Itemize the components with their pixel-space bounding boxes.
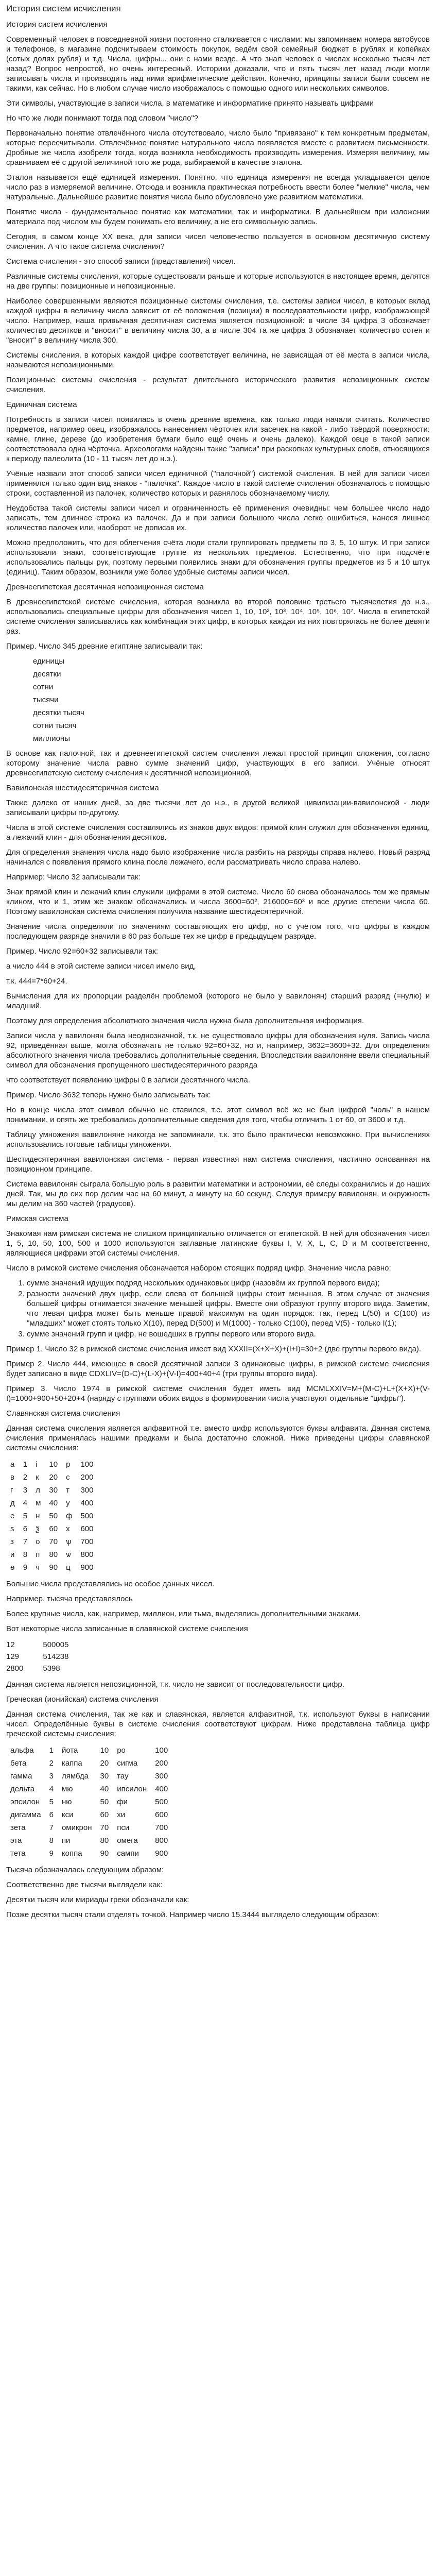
paragraph: Греческая (ионийская) система счисления xyxy=(6,1695,159,1704)
table-cell: ипсилон xyxy=(117,1785,147,1793)
paragraph: Древнеегипетская десятичная непозиционная система xyxy=(6,583,204,591)
list-item: десятки тысяч xyxy=(33,708,84,717)
list-item: тысячи xyxy=(33,696,59,704)
paragraph: Например: Число 32 записывали так: xyxy=(6,873,141,882)
paragraph: Но что же люди понимают тогда под словом "число"? xyxy=(6,114,199,123)
paragraph: Системы счисления, в которых каждой цифре соответствует величина, не зависящая от её места в записи числа, называются непозиционными. xyxy=(6,351,430,369)
table-cell: 514238 xyxy=(43,1652,69,1661)
section-roman-examples xyxy=(6,1344,430,1453)
table-cell: кси xyxy=(61,1810,74,1819)
paragraph: В основе как палочной, так и древнеегипетской систем счисления лежал простой принцип сложения, согласно которому значение числа равно сумме значений цифр, участвующих в его записи. Учёные относят древнеегипетскую систему счисления к десятичной непозиционной. xyxy=(6,749,430,777)
paragraph: Большие числа представлялись не особое данных чисел. xyxy=(6,1580,215,1588)
paragraph: Знак прямой клин и лежачий клин служили цифрами в этой системе. Число 60 снова обозначалось тем же прямым клином, что и 1, этим же знаком обозначались и числа 3600=60², 216000=60³ и все другие степени числа 60. Поэтому вавилонская система счисления получила название шестидесятеричной. xyxy=(6,888,430,916)
table-cell: 900 xyxy=(155,1849,168,1858)
roman-rules-list xyxy=(6,1278,430,1339)
table-cell: т xyxy=(66,1486,69,1495)
table-cell: 300 xyxy=(155,1772,168,1781)
paragraph: Вычисления для их пропорции разделён проблемой (которого не было у вавилонян) старший разряд (=нулю) и младший. xyxy=(6,992,430,1010)
table-cell: омега xyxy=(117,1836,138,1845)
table-cell: 30 xyxy=(49,1486,58,1495)
paragraph: Поэтому для определения абсолютного значения числа нужна была дополнительная информация. xyxy=(6,1016,364,1025)
table-cell: тау xyxy=(117,1772,129,1781)
paragraph: Соответственно две тысячи выглядели как: xyxy=(6,1880,163,1889)
table-row xyxy=(6,1744,172,1757)
table-cell: 2 xyxy=(23,1473,28,1482)
table-cell: 70 xyxy=(49,1537,58,1546)
paragraph: Пример. Число 3632 теперь нужно было записывать так: xyxy=(6,1091,211,1099)
table-cell: лямбда xyxy=(61,1772,89,1781)
paragraph: Римская система xyxy=(6,1214,68,1223)
list-item: сотни xyxy=(33,683,54,691)
table-cell: s xyxy=(10,1524,14,1533)
paragraph: Сегодня, в самом конце XX века, для записи чисел человечество пользуется в основном десятичную систему счисления. А что такое система счисления? xyxy=(6,232,430,251)
table-cell: 80 xyxy=(100,1836,109,1845)
table-cell: гамма xyxy=(10,1772,32,1781)
table-cell: 500005 xyxy=(43,1640,69,1649)
paragraph: Позже десятки тысяч стали отделять точкой. Например число 15.3444 выглядело следующим образом: xyxy=(6,1910,379,1919)
table-row xyxy=(6,1808,172,1821)
greek-digits-table xyxy=(6,1744,172,1860)
table-cell: 200 xyxy=(155,1759,168,1768)
table-cell: 800 xyxy=(155,1836,168,1845)
table-cell: 800 xyxy=(80,1550,94,1559)
table-cell: 2800 xyxy=(6,1664,24,1673)
table-cell: ц xyxy=(66,1563,71,1572)
paragraph: Эти символы, участвующие в записи числа, в математике и информатике принято называть цифрами xyxy=(6,99,374,108)
table-cell: ѱ xyxy=(66,1537,72,1546)
paragraph: что соответствует появлению цифры 0 в записи десятичного числа. xyxy=(6,1076,250,1084)
table-cell: 9 xyxy=(23,1563,28,1572)
paragraph: Шестидесятеричная вавилонская система - первая известная нам система счисления, частично основанная на позиционном принципе. xyxy=(6,1155,430,1174)
table-cell: х xyxy=(66,1524,70,1533)
paragraph: Записи числа у вавилонян была неоднозначной, т.к. не существовало цифры для обозначения нуля. Запись числа 92, приведённая выше, могла обозначать не только 92=60+32, но и, например, 3632=3600+32. Для определения абсолютного значения числа требовались дополнительные сведения. Впоследствии вавилоняне ввели специальный символ для обозначения пропущенного шестидесятеричного разряда xyxy=(6,1031,430,1070)
table-cell: 1 xyxy=(23,1460,28,1469)
table-cell: в xyxy=(10,1473,14,1482)
table-row xyxy=(6,1522,97,1535)
table-cell: сигма xyxy=(117,1759,138,1768)
table-cell: 7 xyxy=(49,1823,54,1832)
table-cell: 8 xyxy=(49,1836,54,1845)
paragraph: Числа в этой системе счисления составлялись из знаков двух видов: прямой клин служил для обозначения единиц, а лежачий клин - для обозначения десятков. xyxy=(6,823,430,842)
table-cell: и xyxy=(10,1550,15,1559)
table-cell: 50 xyxy=(100,1798,109,1806)
paragraph: Пример 2. Число 444, имеющее в своей десятичной записи 3 одинаковые цифры, в римской системе счисления будет записано в виде CDXLIV=(D-C)+(L-X)+(V-I)=400+40+4 (три группы второго вида). xyxy=(6,1360,430,1378)
paragraph: Учёные назвали этот способ записи чисел единичной ("палочной") системой счисления. В ней для записи чисел применялся только один вид знаков - "палочка". Каждое число в такой системе счисления обозначалось с помощью строки, составленной из палочек, количество которых и равнялось обозначаемому числу. xyxy=(6,469,430,498)
table-row xyxy=(6,1458,97,1471)
table-cell: 40 xyxy=(100,1785,109,1793)
section-slavic-big xyxy=(6,1579,430,1634)
table-row xyxy=(6,1639,74,1651)
table-cell: тета xyxy=(10,1849,26,1858)
table-cell: хи xyxy=(117,1810,126,1819)
paragraph: В древнеегипетской системе счисления, которая возникла во второй половине третьего тысячелетия до н.э., использовались специальные цифры для обозначения чисел 1, 10, 10², 10³, 10⁴, 10⁵, 10⁶, 10⁷. Числа в египетской системе счисления записывались как комбинации этих цифр, в которых каждая из них повторялась не более девяти раз. xyxy=(6,598,430,636)
table-row xyxy=(6,1757,172,1770)
table-row xyxy=(6,1471,97,1484)
table-cell: 10 xyxy=(100,1746,109,1755)
table-cell: 6 xyxy=(49,1810,54,1819)
paragraph: Система счисления - это способ записи (представления) чисел. xyxy=(6,257,236,266)
table-cell: бета xyxy=(10,1759,27,1768)
table-cell: 20 xyxy=(100,1759,109,1768)
paragraph: Славянская система счисления xyxy=(6,1409,120,1418)
paragraph: Различные системы счисления, которые существовали раньше и которые используются в настоящее время, делятся на две группы: позиционные и непозиционные. xyxy=(6,272,430,291)
paragraph: Потребность в записи чисел появилась в очень древние времена, как только люди начали считать. Количество предметов, например овец, изображалось нанесением чёрточек или засечек на какой - либо твёрдой поверхности: камне, глине, дереве (до изобретения бумаги было ещё очень и очень далеко). Каждой овце в такой записи соответствовала одна чёрточка. Археологами найдены такие "записи" при раскопках культурных слоёв, относящихся к периоду палеолита (10 - 11 тысяч лет до н.э.). xyxy=(6,415,430,463)
section-greek-thousands xyxy=(6,1865,430,1920)
table-row xyxy=(6,1484,97,1497)
table-cell: л xyxy=(36,1486,40,1495)
table-cell: 5 xyxy=(23,1512,28,1520)
paragraph: Пример 1. Число 32 в римской системе счисления имеет вид XXXII=(X+X+X)+(I+I)=30+2 (две группы первого вида). xyxy=(6,1345,422,1353)
table-row xyxy=(6,1783,172,1795)
table-cell: м xyxy=(36,1499,41,1507)
table-cell: дельта xyxy=(10,1785,35,1793)
paragraph: Более крупные числа, как, например, миллион, или тьма, выделялись дополнительными знаками. xyxy=(6,1609,361,1618)
table-cell: 600 xyxy=(155,1810,168,1819)
table-cell: з xyxy=(10,1537,14,1546)
table-cell: ѡ xyxy=(66,1550,71,1559)
table-cell: 90 xyxy=(49,1563,58,1572)
table-cell: 2 xyxy=(49,1759,54,1768)
table-cell: пси xyxy=(117,1823,130,1832)
slavic-examples-table xyxy=(6,1639,74,1674)
paragraph: Для определения значения числа надо было изображение числа разбить на разряды справа налево. Новый разряд начинался с появления прямого клина после лежачего, если рассматривать число справа налево. xyxy=(6,848,430,867)
table-cell: о xyxy=(36,1537,40,1546)
table-cell: 500 xyxy=(80,1512,94,1520)
table-cell: 400 xyxy=(80,1499,94,1507)
table-cell: ѳ xyxy=(10,1563,15,1572)
table-cell: зета xyxy=(10,1823,26,1832)
table-cell: н xyxy=(36,1512,40,1520)
paragraph: Первоначально понятие отвлечённого числа отсутствовало, число было "привязано" к тем конкретным предметам, которые пересчитывали. Отвлечённое понятие натурального числа появляется вместе с развитием письменности. Дробные же числа изобрели тогда, когда возникла необходимость производить измерения. Измеряя величину, мы сравниваем её с другой величиной того же рода, выбираемой в качестве эталона. xyxy=(6,129,430,167)
paragraph: Пример. Число 92=60+32 записывали так: xyxy=(6,947,159,956)
paragraph: Единичная система xyxy=(6,400,77,409)
paragraph: Наиболее совершенными являются позиционные системы счисления, т.е. системы записи чисел, в которых вклад каждой цифры в величину числа зависит от её положения (позиции) в последовательности цифр, изображающей число. Например, наша привычная десятичная система является позиционной: в числе 34 цифра 3 обозначает количество десятков и "вносит" в величину числа 30, а в числе 304 та же цифра 3 обозначает количество сотен и "вносит" в величину числа 300. xyxy=(6,297,430,345)
table-cell: к xyxy=(36,1473,39,1482)
table-cell: 700 xyxy=(155,1823,168,1832)
table-cell: омикрон xyxy=(61,1823,92,1832)
table-cell: 900 xyxy=(80,1563,94,1572)
paragraph: Эталон называется ещё единицей измерения. Понятно, что единица измерения не всегда укладывается целое число раз в измеряемой величине. Отсюда и возникла практическая потребность ввести более "мелкие" числа, чем натуральные. Дальнейшее развитие понятия числа было обусловлено уже развитием математики. xyxy=(6,173,430,201)
table-cell: ф xyxy=(66,1512,73,1520)
table-cell: 700 xyxy=(80,1537,94,1546)
table-cell: 30 xyxy=(100,1772,109,1781)
table-row xyxy=(6,1821,172,1834)
paragraph: а число 444 в этой системе записи чисел имело вид, xyxy=(6,962,196,971)
table-cell: альфа xyxy=(10,1746,34,1755)
table-cell: 60 xyxy=(100,1810,109,1819)
paragraph: Десятки тысяч или мириады греки обозначали как: xyxy=(6,1895,189,1904)
table-cell: ѯ xyxy=(36,1524,39,1533)
paragraph: Современный человек в повседневной жизни постоянно сталкивается с числами: мы запоминаем номера автобусов и телефонов, в магазине подсчитываем стоимость покупок, ведём свой семейный бюджет в рублях и копейках (сотых долях рубля) и т.д. Числа, цифры... они с нами везде. А что знал человек о числах несколько тысяч лет назад? Вопрос непростой, но очень интересный. Историки доказали, что и пять тысяч лет назад люди могли записывать числа и производить над ними арифметические действия. Конечно, принципы записи были совсем не такими, как сейчас. Но в любом случае число изображалось с помощью одного или нескольких символов. xyxy=(6,35,430,93)
list-item: сотни тысяч xyxy=(33,721,77,730)
list-item: 1. сумме значений идущих подряд нескольких одинаковых цифр (назовём их группой первого вида); xyxy=(27,1278,430,1288)
paragraph: Значение числа определяли по значениям составляющих его цифр, но с учётом того, что цифры в каждом последующем разряде значили в 60 раз больше тех же цифр в предыдущем разряде. xyxy=(6,922,430,941)
list-item: 2. разности значений двух цифр, если слева от большей цифры стоит меньшая. В этом случае от значения большей цифры отнимается значение меньшей цифры. Вместе они образуют группу второго вида. Заметим, что левая цифра может быть меньше правой максимум на один порядок: так, перед L(50) и С(100) из "младших" может стоять только X(10), перед D(500) и M(1000) - только C(100), перед V(5) - только I(1); xyxy=(27,1289,430,1328)
table-row xyxy=(6,1651,74,1663)
table-cell: 600 xyxy=(80,1524,94,1533)
table-cell: 8 xyxy=(23,1550,28,1559)
table-cell: 4 xyxy=(23,1499,28,1507)
table-row xyxy=(6,1510,97,1522)
table-cell: 50 xyxy=(49,1512,58,1520)
table-cell: фи xyxy=(117,1798,128,1806)
table-cell: 100 xyxy=(80,1460,94,1469)
table-row xyxy=(6,1834,172,1847)
table-cell: 20 xyxy=(49,1473,58,1482)
table-cell: п xyxy=(36,1550,40,1559)
list-item: десятки xyxy=(33,670,61,679)
table-row xyxy=(6,1847,172,1860)
table-cell: 1 xyxy=(49,1746,54,1755)
table-row xyxy=(6,1770,172,1783)
paragraph: Например, тысяча представлялось xyxy=(6,1595,133,1603)
paragraph: Также далеко от наших дней, за две тысячи лет до н.э., в другой великой цивилизации-вавилонской - люди записывали цифры по-другому. xyxy=(6,799,430,817)
table-cell: ч xyxy=(36,1563,40,1572)
table-row xyxy=(6,1497,97,1510)
table-cell: д xyxy=(10,1499,15,1507)
list-item: миллионы xyxy=(33,734,70,743)
paragraph: Можно предположить, что для облегчения счёта люди стали группировать предметы по 3, 5, 10 штук. И при записи использовали знаки, соответствующие группе из нескольких предметов. Естественно, что при подсчёте использовались пальцы рук, поэтому первыми появились знаки для обозначения группы предметов из 5 и 10 штук (единиц). Таким образом, возникли уже более удобные системы записи чисел. xyxy=(6,538,430,577)
paragraph: Вавилонская шестидесятеричная система xyxy=(6,784,159,792)
paragraph: Позиционные системы счисления - результат длительного исторического развития непозиционных систем счисления. xyxy=(6,376,430,394)
table-cell: 90 xyxy=(100,1849,109,1858)
table-cell: 100 xyxy=(155,1746,168,1755)
table-cell: 80 xyxy=(49,1550,58,1559)
table-cell: 10 xyxy=(49,1460,58,1469)
table-cell: 129 xyxy=(6,1652,20,1661)
section-greek xyxy=(6,1680,430,1739)
list-item: единицы xyxy=(33,657,65,666)
paragraph: Неудобства такой системы записи чисел и ограниченность её применения очевидны: чем большее число надо записать, тем длиннее строка из палочек. Да и при записи большого числа легко ошибиться, нанеся лишнее количество палочек или, наоборот, не дописав их. xyxy=(6,504,430,532)
page-title: История систем исчисления xyxy=(6,4,121,13)
table-cell: дигамма xyxy=(10,1810,41,1819)
table-cell: 7 xyxy=(23,1537,28,1546)
page-subtitle: История систем исчисления xyxy=(6,20,108,29)
paragraph: Но в конце числа этот символ обычно не ставился, т.е. этот символ всё же не был цифрой "ноль" в нашем понимании, и опять же требовались дополнительные сведения для того, чтобы отличить 1 от 60, от 3600 и т.д. xyxy=(6,1106,430,1124)
table-cell: 6 xyxy=(23,1524,28,1533)
table-cell: коппа xyxy=(61,1849,82,1858)
table-cell: 3 xyxy=(49,1772,54,1781)
table-cell: 500 xyxy=(155,1798,168,1806)
paragraph: Пример 3. Число 1974 в римской системе счисления будет иметь вид MCMLXXIV=M+(M-C)+L+(X+X)+(V-I)=1000+900+50+20+4 (наряду с группами обоих видов в формировании числа участвуют отдельные "цифры"). xyxy=(6,1384,430,1403)
table-cell: а xyxy=(10,1460,15,1469)
table-cell: сампи xyxy=(117,1849,139,1858)
table-cell: 300 xyxy=(80,1486,94,1495)
table-cell: ро xyxy=(117,1746,126,1755)
table-cell: 400 xyxy=(155,1785,168,1793)
table-cell: 60 xyxy=(49,1524,58,1533)
paragraph: Таблицу умножения вавилоняне никогда не запоминали, т.к. это было практически невозможно. При вычислениях использовались готовые таблицы умножения. xyxy=(6,1130,430,1149)
table-cell: мю xyxy=(61,1785,73,1793)
table-cell: 12 xyxy=(6,1640,15,1649)
paragraph: Число в римской системе счисления обозначается набором стоящих подряд цифр. Значение числа равно: xyxy=(6,1264,391,1273)
table-cell: каппа xyxy=(61,1759,82,1768)
table-cell: эпсилон xyxy=(10,1798,40,1806)
table-cell: у xyxy=(66,1499,70,1507)
paragraph: Знакомая нам римская система не слишком принципиально отличается от египетской. В ней для обозначения чисел 1, 5, 10, 50, 100, 500 и 1000 используются заглавные латинские буквы I, V, X, L, C, D и M соответственно, являющиеся цифрами этой системы счисления. xyxy=(6,1229,430,1258)
table-cell: 4 xyxy=(49,1785,54,1793)
table-cell: пи xyxy=(61,1836,71,1845)
section-intro xyxy=(6,35,430,651)
table-row xyxy=(6,1795,172,1808)
paragraph: Понятие числа - фундаментальное понятие как математики, так и информатики. В дальнейшем при изложении материала под числом мы будем понимать его величину, а не его символьную запись. xyxy=(6,208,430,226)
egypt-digit-list xyxy=(6,656,430,743)
table-cell: е xyxy=(10,1512,15,1520)
table-row xyxy=(6,1535,97,1548)
paragraph: Данная система счисления является алфавитной т.е. вместо цифр используются буквы алфавита. Данная система счисления применялась нашими предками и была достаточно сложной. Ниже приведены цифры славянской системы счисления: xyxy=(6,1424,430,1452)
table-cell: с xyxy=(66,1473,70,1482)
paragraph: Пример. Число 345 древние египтяне записывали так: xyxy=(6,642,203,651)
table-cell: 70 xyxy=(100,1823,109,1832)
table-cell: р xyxy=(66,1460,71,1469)
table-cell: 5398 xyxy=(43,1664,60,1673)
table-cell: 200 xyxy=(80,1473,94,1482)
list-item: 3. сумме значений групп и цифр, не вошедших в группы первого или второго вида. xyxy=(27,1329,430,1339)
paragraph: Вот некоторые числа записанные в славянской системе счисления xyxy=(6,1624,248,1633)
paragraph: Данная система счисления, так же как и славянская, является алфавитной, т.к. используют буквы в написании чисел. Определённые буквы в системе счисления соответствуют цифрам. Ниже представлена таблица цифр греческой системы счисления: xyxy=(6,1710,430,1738)
table-cell: эта xyxy=(10,1836,22,1845)
table-cell: г xyxy=(10,1486,13,1495)
table-cell: 9 xyxy=(49,1849,54,1858)
table-cell: 5 xyxy=(49,1798,54,1806)
paragraph: Система вавилонян сыграла большую роль в развитии математики и астрономии, её следы сохранились и до наших дней. Так, мы до сих пор делим час на 60 минут, а минуту на 60 секунд. Следуя примеру вавилонян, и окружность мы делим на 360 частей (градусов). xyxy=(6,1180,430,1208)
table-cell: 40 xyxy=(49,1499,58,1507)
table-row xyxy=(6,1663,74,1674)
table-row xyxy=(6,1548,97,1561)
slavic-digits-table xyxy=(6,1458,97,1574)
table-cell: і xyxy=(36,1460,38,1469)
table-cell: йота xyxy=(61,1746,78,1755)
table-row xyxy=(6,1561,97,1574)
table-cell: 3 xyxy=(23,1486,28,1495)
section-egypt-babylon xyxy=(6,749,430,1273)
paragraph: Тысяча обозначалась следующим образом: xyxy=(6,1866,164,1874)
table-cell: ню xyxy=(61,1798,72,1806)
paragraph: Данная система является непозиционной, т.к. число не зависит от последовательности цифр. xyxy=(6,1680,344,1689)
paragraph: т.к. 444=7*60+24. xyxy=(6,977,67,986)
